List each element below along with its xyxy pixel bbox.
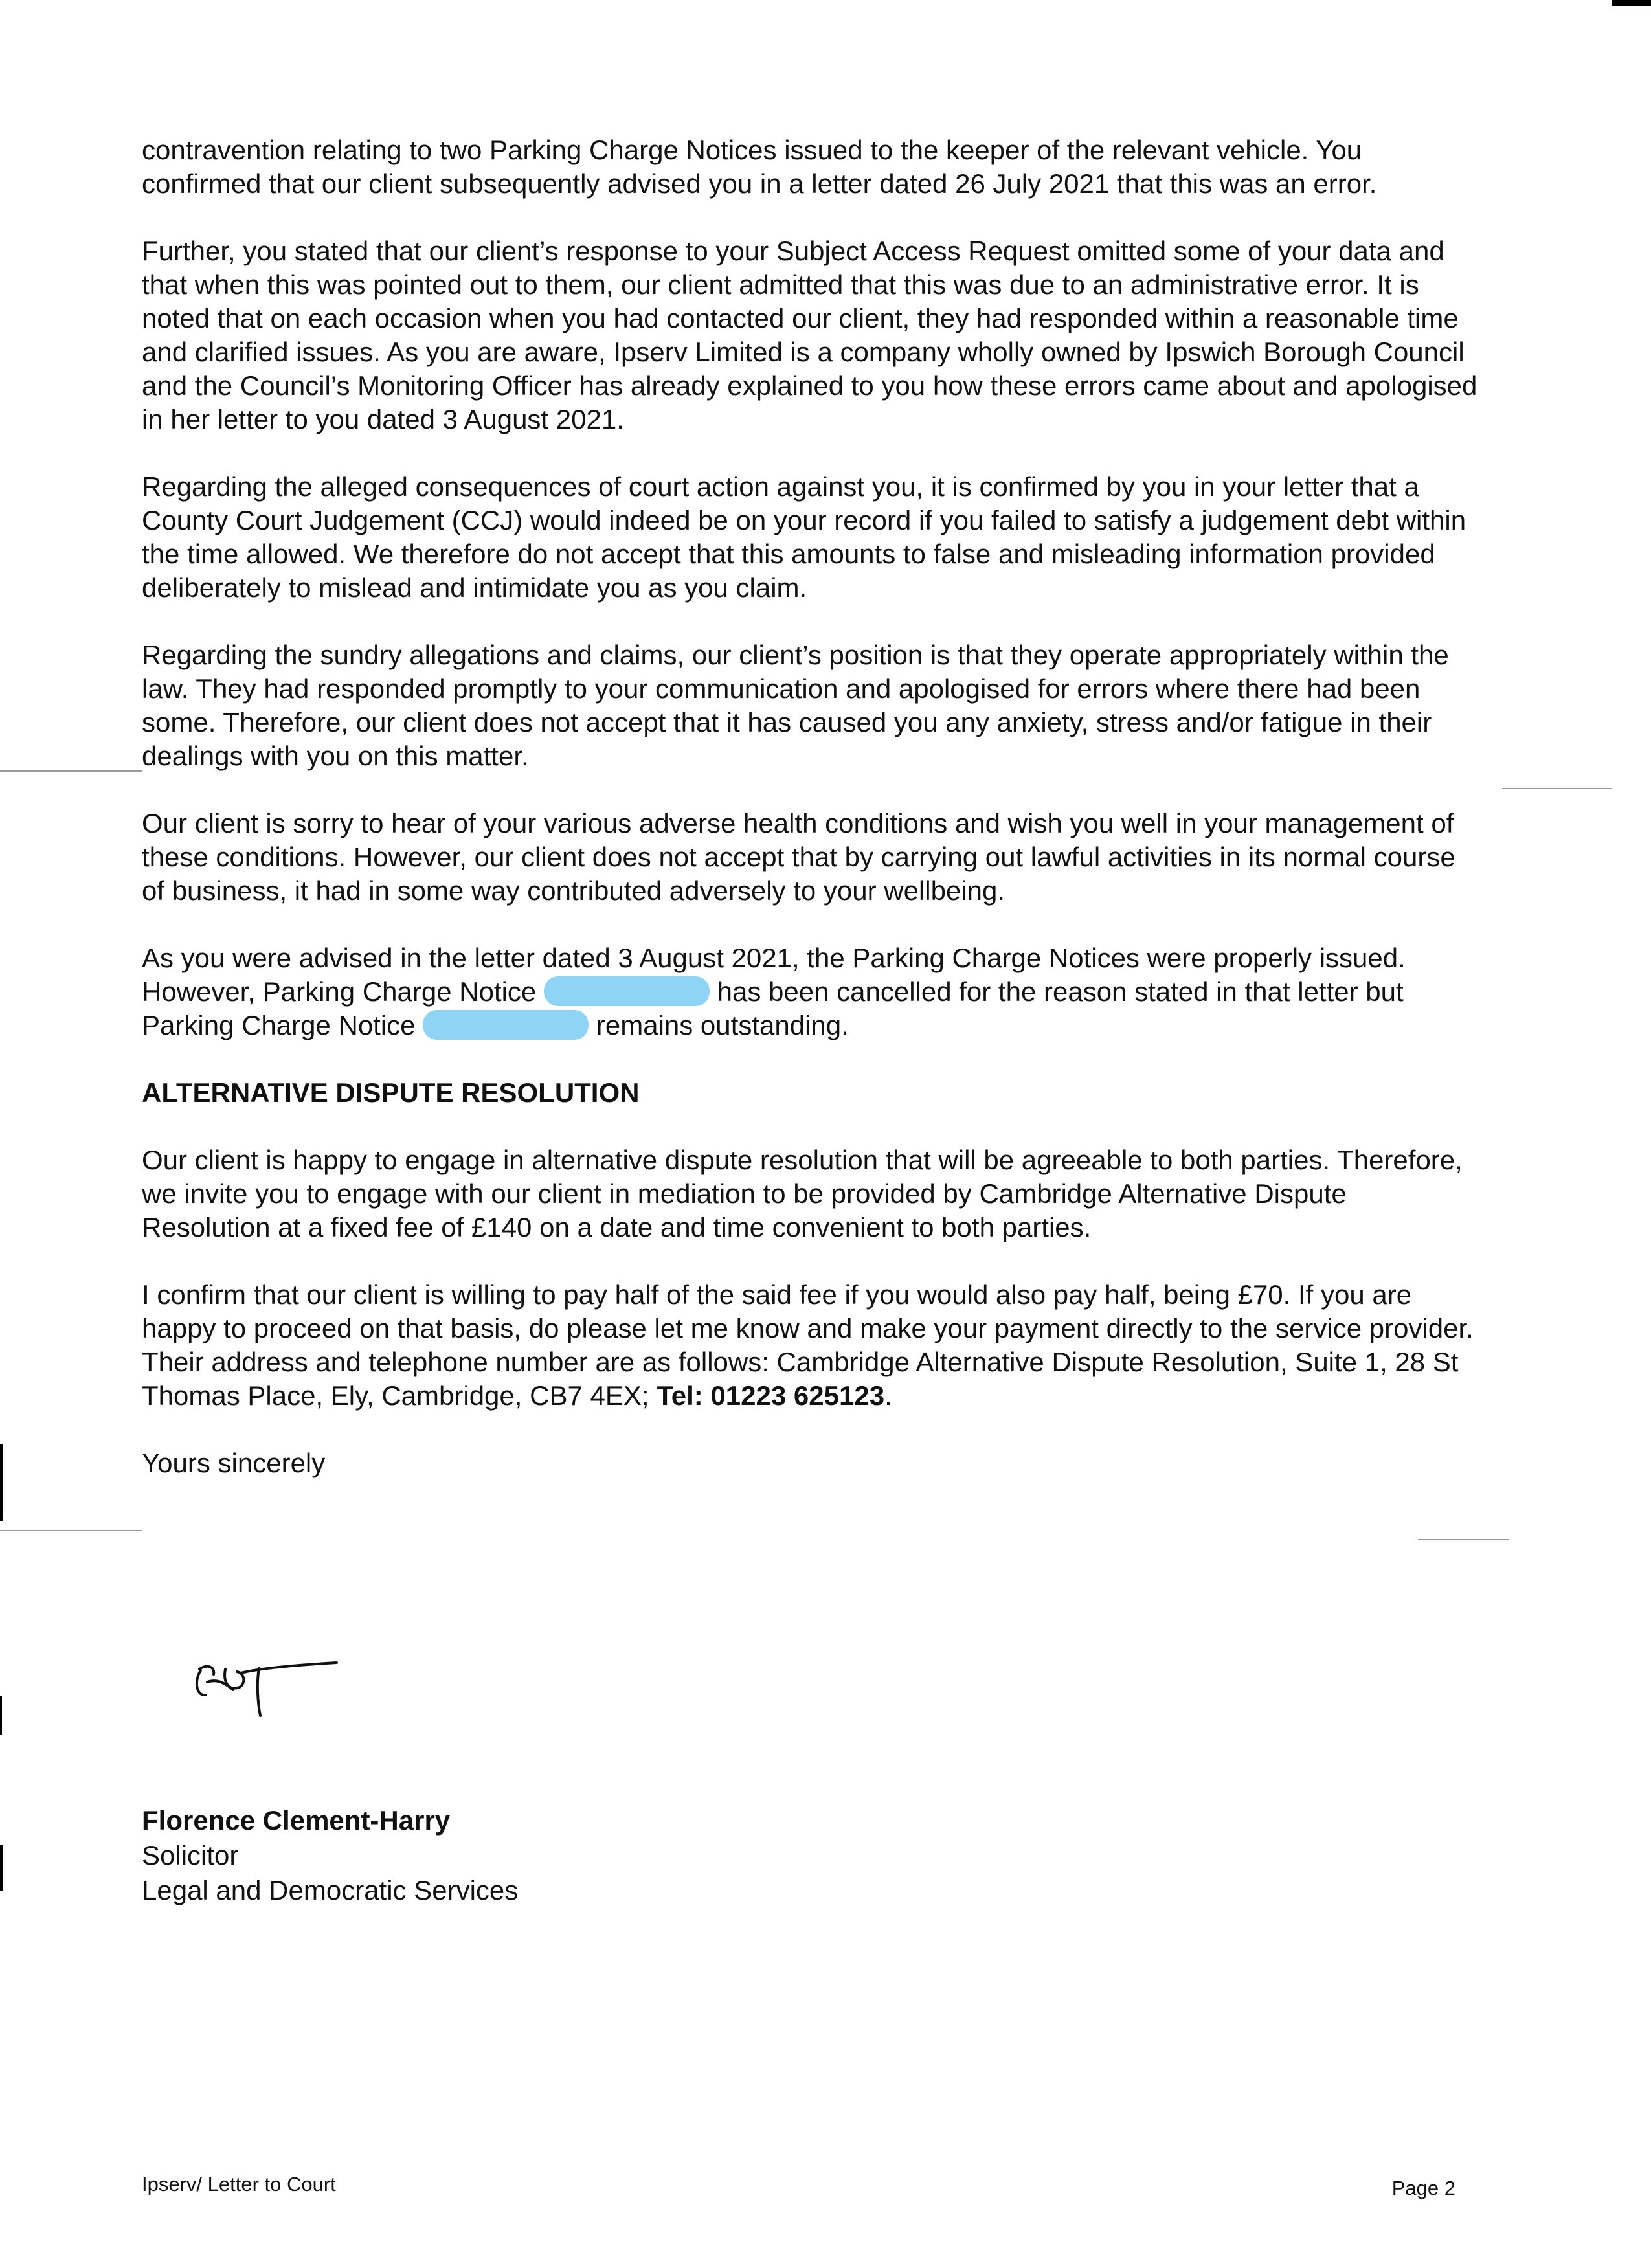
letter-body [142, 133, 1482, 1480]
footer-reference: Ipserv/ Letter to Court [142, 2173, 336, 2195]
fee-end: . [884, 1380, 892, 1411]
redaction-mark [544, 976, 710, 1006]
handwritten-signature [188, 1645, 343, 1722]
telephone-number: Tel: 01223 625123 [657, 1380, 885, 1411]
redaction-mark [423, 1010, 589, 1040]
scan-left-mark [0, 1444, 3, 1521]
scan-rule-line [0, 770, 142, 772]
signature-block [142, 1803, 518, 1908]
section-heading: ALTERNATIVE DISPUTE RESOLUTION [142, 1077, 640, 1108]
scan-edge-mark [1612, 0, 1651, 6]
signatory-name: Florence Clement-Harry [142, 1805, 451, 1836]
pcn-text: remains outstanding. [589, 1010, 849, 1040]
scan-rule-line [1418, 1539, 1509, 1540]
body-paragraph: contravention relating to two Parking Charge Notices issued to the keeper of the relevant vehicle. You confirmed that our client subsequently advised you in a letter dated 26 July 2021 that this was an error. [142, 135, 1377, 199]
fee-text: I confirm that our client is willing to pay half of the said fee if you would also pay half, being £70. If you are happy to proceed on that basis, do please let me know and make your payment directly to the service provider. Their address and telephone number are as follows: Cambridge Alternative Dispute Resolution, Suite 1, 28 St Thomas Place, Ely, Cambridge, CB7 4EX; [142, 1279, 1474, 1411]
scan-rule-line [1502, 788, 1612, 789]
adr-paragraph: Our client is happy to engage in alternative dispute resolution that will be agreeable to both parties. Therefore, we invite you to engage with our client in mediation to be provided by Cambridge Alternative Dispute Resolution at a fixed fee of £140 on a date and time convenient to both parties. [142, 1145, 1463, 1242]
signatory-department: Legal and Democratic Services [142, 1875, 519, 1905]
pcn-text: As you were advised in the letter dated 3 August 2021, the Parking Charge Notices were properly issued. However, Parking Charge Notice [142, 943, 1406, 1007]
body-paragraph: Regarding the sundry allegations and claims, our client’s position is that they operate appropriately within the law. They had responded promptly to your communication and apologised for errors where there had been some. Therefore, our client does not accept that it has caused you any anxiety, stress and/or fatigue in their dealings with you on this matter. [142, 640, 1449, 771]
fee-paragraph [142, 1278, 1482, 1413]
body-paragraph: Our client is sorry to hear of your various adverse health conditions and wish you well in your management of these conditions. However, our client does not accept that by carrying out lawful activities in its normal course of business, it had in some way contributed adversely to your wellbeing. [142, 808, 1455, 906]
scan-left-mark [0, 1845, 3, 1891]
scan-left-mark [0, 1696, 2, 1735]
pcn-paragraph [142, 941, 1482, 1042]
page-number: Page 2 [1391, 2177, 1455, 2199]
body-paragraph: Regarding the alleged consequences of court action against you, it is confirmed by you in your letter that a County Court Judgement (CCJ) would indeed be on your record if you failed to satisfy a judgement debt within the time allowed. We therefore do not accept that this amounts to false and misleading information provided deliberately to mislead and intimidate you as you claim. [142, 471, 1466, 603]
body-paragraph: Further, you stated that our client’s response to your Subject Access Request omitted some of your data and that when this was pointed out to them, our client admitted that this was due to an administrative error. It is noted that on each occasion when you had contacted our client, they had responded within a reasonable time and clarified issues. As you are aware, Ipserv Limited is a company wholly owned by Ipswich Borough Council and the Council’s Monitoring Officer has already explained to you how these errors came about and apologised in her letter to you dated 3 August 2021. [142, 236, 1477, 434]
scan-rule-line [0, 1530, 142, 1531]
signatory-title: Solicitor [142, 1840, 239, 1870]
pcn-text: has been cancelled for the reason stated in that letter but Parking Charge Notice [142, 976, 1404, 1040]
closing-salutation: Yours sincerely [142, 1448, 326, 1478]
